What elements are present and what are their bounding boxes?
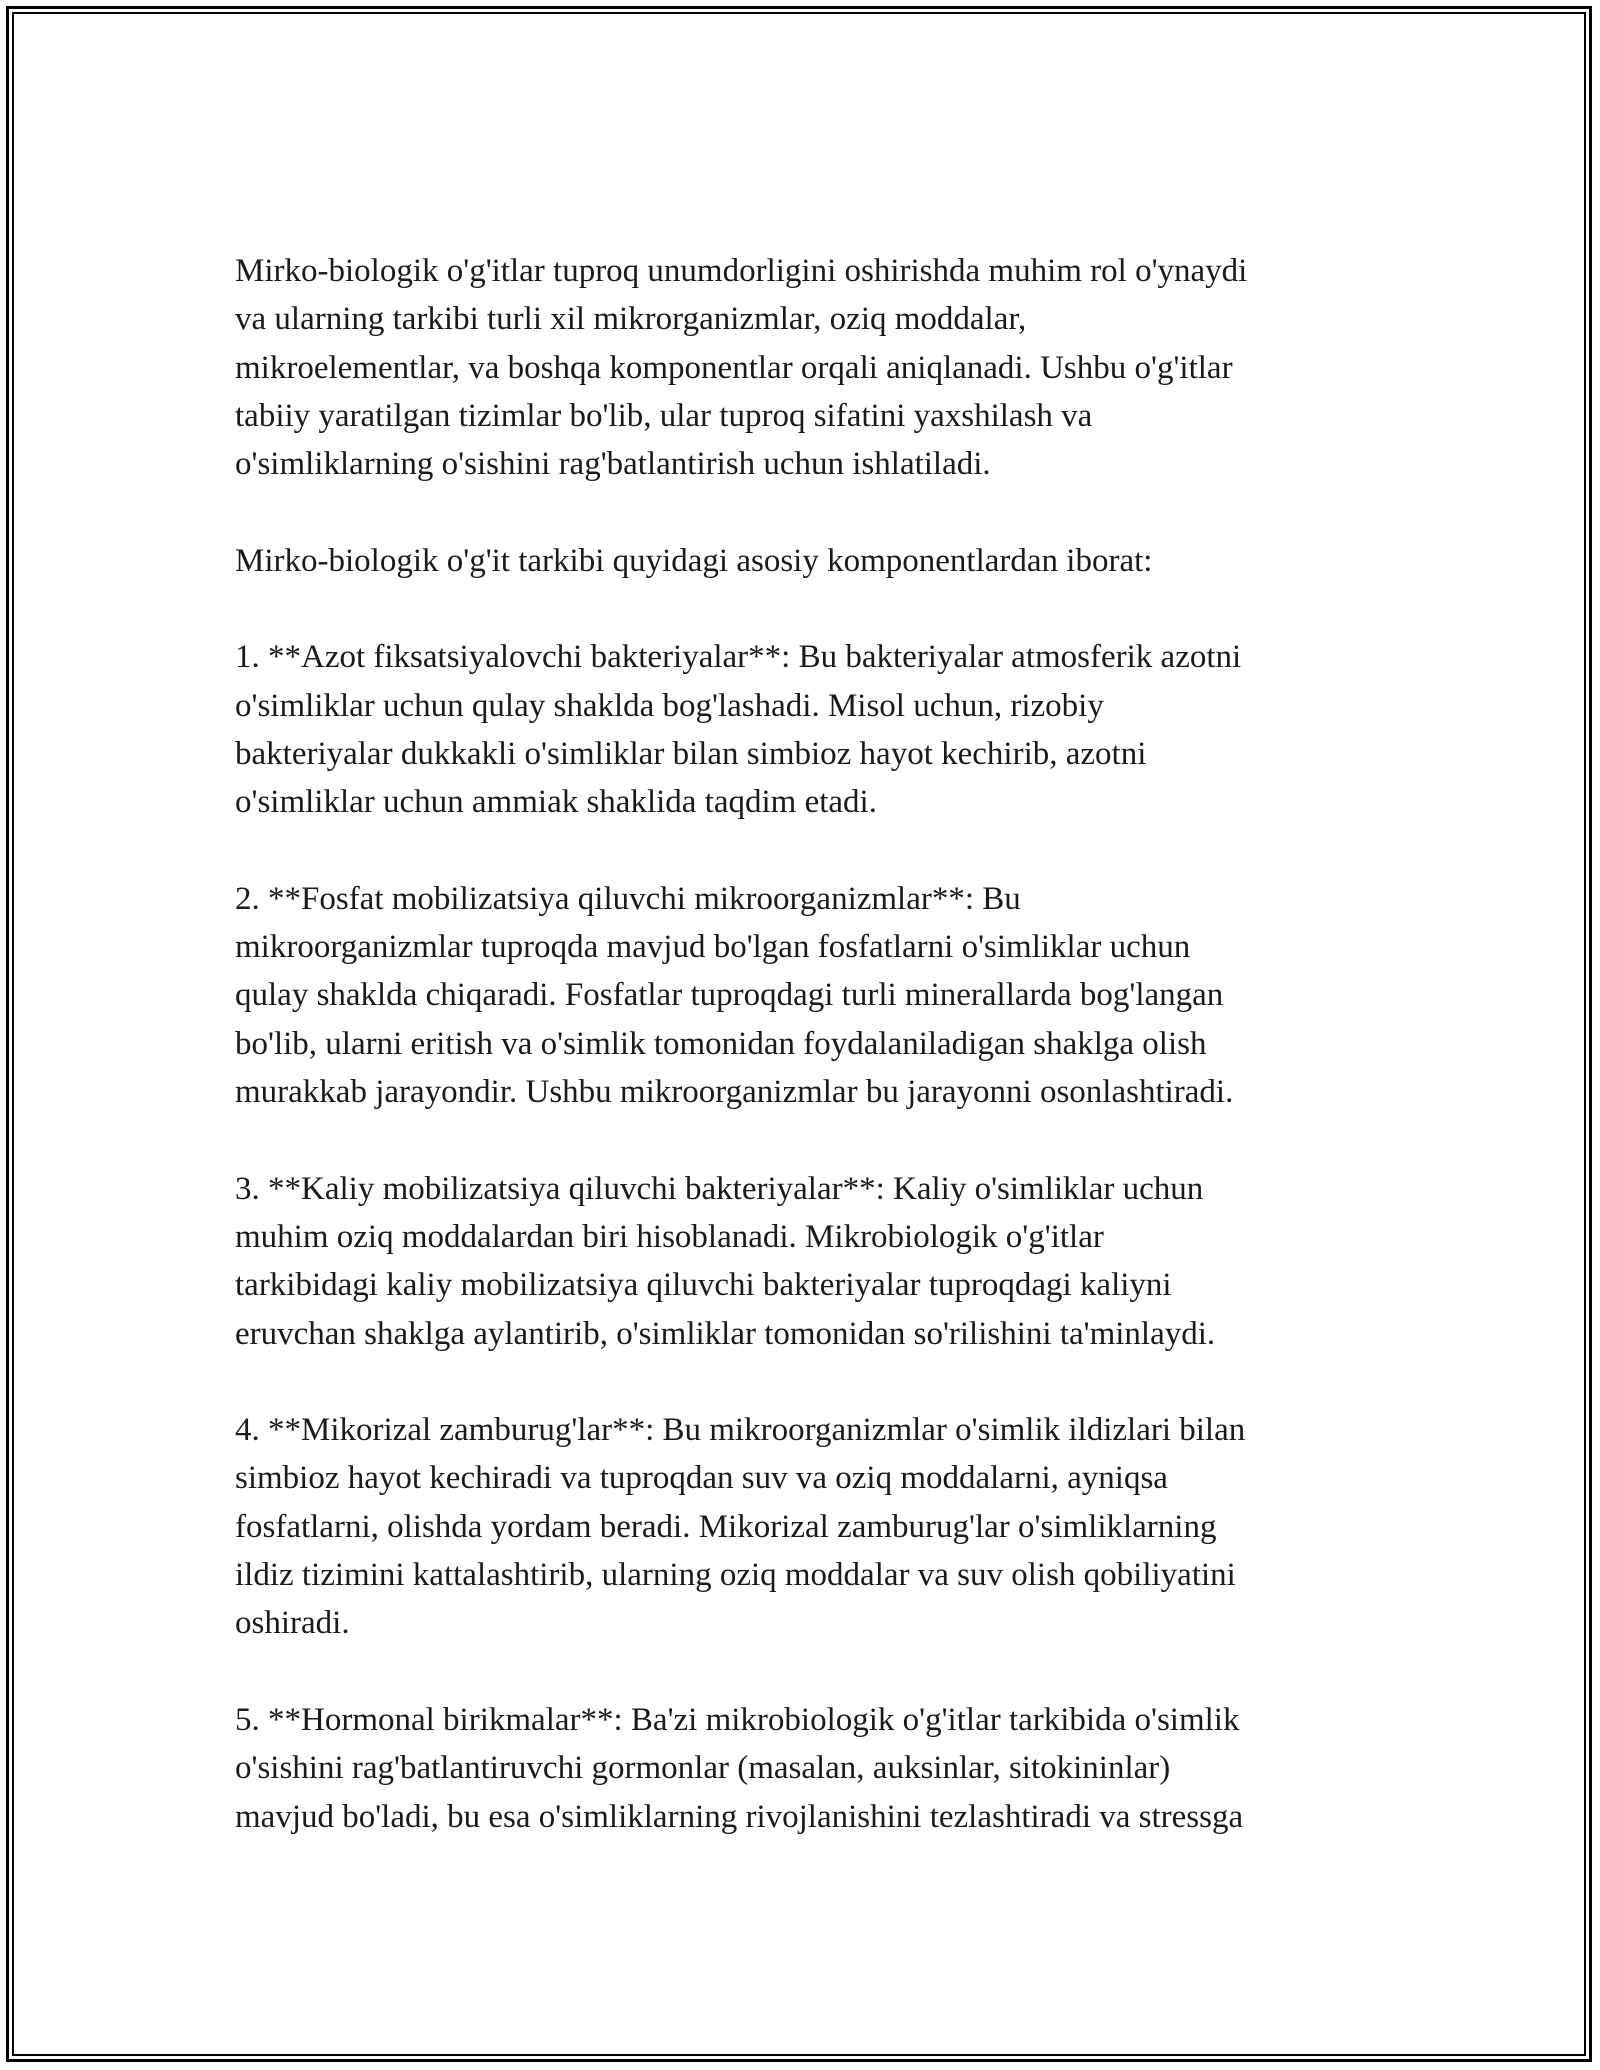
text-line: mavjud bo'ladi, bu esa o'simliklarning rivojlanishini tezlashtiradi va stressga — [235, 1798, 1244, 1835]
paragraph-components-lead — [235, 537, 1385, 585]
text-line: tabiiy yaratilgan tizimlar bo'lib, ular tuproq sifatini yaxshilash va — [235, 397, 1093, 434]
text-line: Mirko-biologik o'g'it tarkibi quyidagi asosiy komponentlardan iborat: — [235, 542, 1153, 579]
text-line: 5. **Hormonal birikmalar**: Ba'zi mikrobiologik o'g'itlar tarkibida o'simlik — [235, 1701, 1240, 1738]
text-line: muhim oziq moddalardan biri hisoblanadi. Mikrobiologik o'g'itlar — [235, 1218, 1104, 1255]
text-line: bakteriyalar dukkakli o'simliklar bilan simbioz hayot kechirib, azotni — [235, 735, 1147, 772]
text-line: bo'lib, ularni eritish va o'simlik tomonidan foydalaniladigan shaklga olish — [235, 1025, 1207, 1062]
paragraph-spacer — [235, 1648, 1385, 1696]
text-line: eruvchan shaklga aylantirib, o'simliklar tomonidan so'rilishini ta'minlaydi. — [235, 1315, 1216, 1352]
list-item-5 — [235, 1696, 1385, 1841]
text-line: va ularning tarkibi turli xil mikrorganizmlar, oziq moddalar, — [235, 301, 1027, 338]
text-line: 3. **Kaliy mobilizatsiya qiluvchi bakteriyalar**: Kaliy o'simliklar uchun — [235, 1170, 1204, 1207]
paragraph-spacer — [235, 488, 1385, 536]
text-line: 1. **Azot fiksatsiyalovchi bakteriyalar**: Bu bakteriyalar atmosferik azotni — [235, 639, 1242, 676]
text-line: tarkibidagi kaliy mobilizatsiya qiluvchi bakteriyalar tuproqdagi kaliyni — [235, 1267, 1172, 1304]
text-line: fosfatlarni, olishda yordam beradi. Mikorizal zamburug'lar o'simliklarning — [235, 1508, 1217, 1545]
text-line: o'simliklar uchun qulay shaklda bog'lashadi. Misol uchun, rizobiy — [235, 687, 1104, 724]
list-item-4 — [235, 1406, 1385, 1647]
text-line: 2. **Fosfat mobilizatsiya qiluvchi mikroorganizmlar**: Bu — [235, 880, 1021, 917]
list-item-3 — [235, 1165, 1385, 1358]
text-line: ildiz tizimini kattalashtirib, ularning oziq moddalar va suv olish qobiliyatini — [235, 1557, 1236, 1594]
text-line: mikroelementlar, va boshqa komponentlar orqali aniqlanadi. Ushbu o'g'itlar — [235, 349, 1233, 386]
paragraph-spacer — [235, 1358, 1385, 1406]
text-line: mikroorganizmlar tuproqda mavjud bo'lgan fosfatlarni o'simliklar uchun — [235, 929, 1191, 966]
text-line: Mirko-biologik o'g'itlar tuproq unumdorligini oshirishda muhim rol o'ynaydi — [235, 253, 1248, 289]
paragraph-spacer — [235, 585, 1385, 633]
list-item-2 — [235, 875, 1385, 1116]
text-line: o'simliklarning o'sishini rag'batlantirish uchun ishlatiladi. — [235, 446, 991, 483]
text-line: o'simliklar uchun ammiak shaklida taqdim etadi. — [235, 784, 877, 821]
paragraph-spacer — [235, 1116, 1385, 1164]
text-line: o'sishini rag'batlantiruvchi gormonlar (masalan, auksinlar, sitokininlar) — [235, 1750, 1171, 1787]
list-item-1 — [235, 633, 1385, 826]
document-body — [235, 247, 1385, 1841]
text-line: 4. **Mikorizal zamburug'lar**: Bu mikroorganizmlar o'simlik ildizlari bilan — [235, 1412, 1246, 1449]
text-line: oshiradi. — [235, 1605, 350, 1642]
text-line: qulay shaklda chiqaradi. Fosfatlar tuproqdagi turli minerallarda bog'langan — [235, 977, 1224, 1014]
paragraph-spacer — [235, 827, 1385, 875]
text-line: murakkab jarayondir. Ushbu mikroorganizmlar bu jarayonni osonlashtiradi. — [235, 1074, 1234, 1111]
text-line: simbioz hayot kechiradi va tuproqdan suv va oziq moddalarni, ayniqsa — [235, 1460, 1168, 1497]
paragraph-intro — [235, 247, 1385, 488]
